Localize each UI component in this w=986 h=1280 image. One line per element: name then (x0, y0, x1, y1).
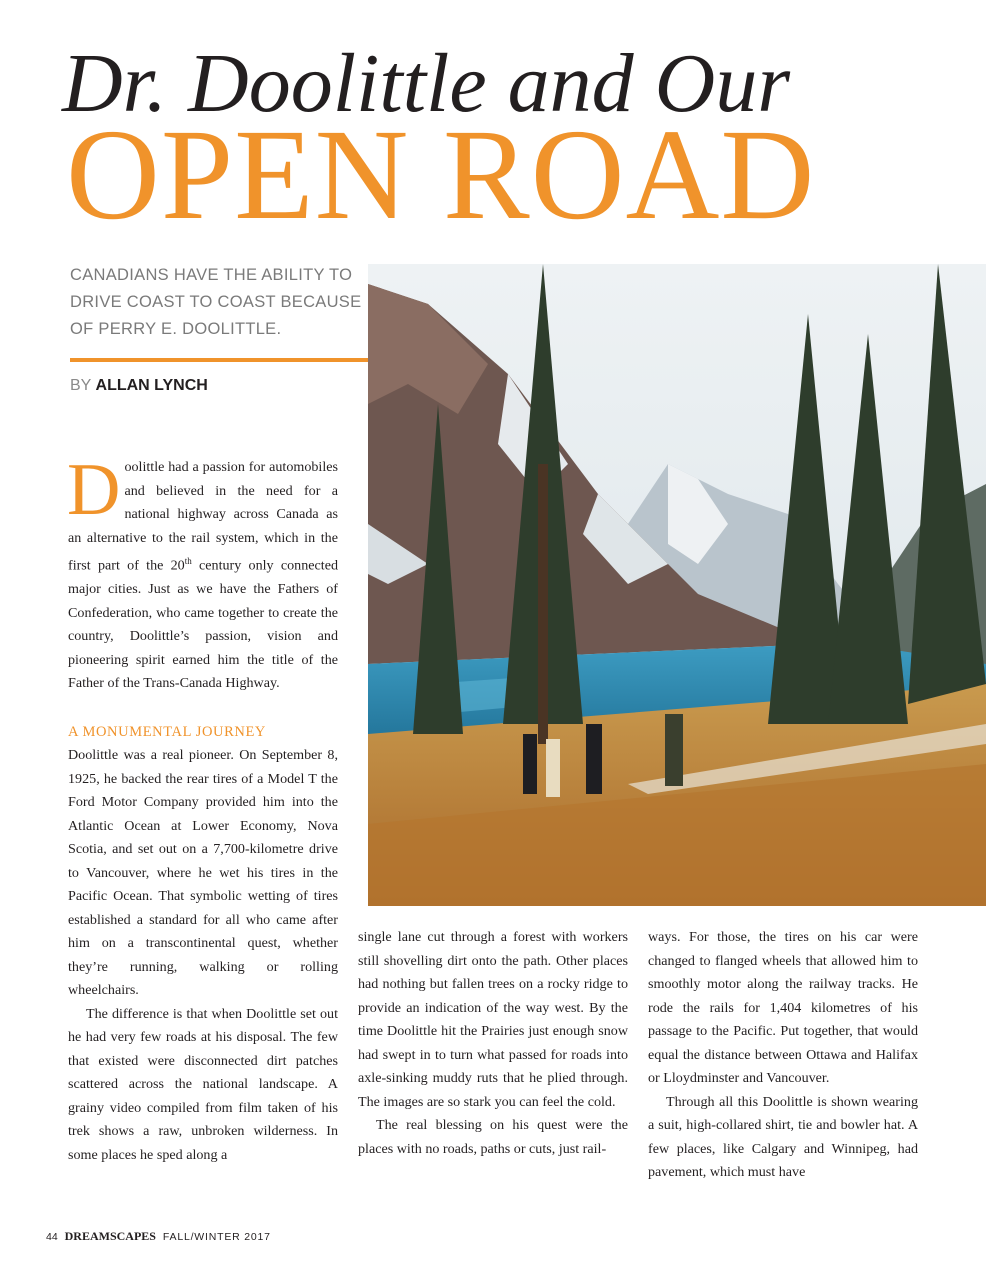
deck-line: CANADIANS HAVE THE ABILITY TO (70, 266, 353, 284)
landscape-photo-icon (368, 264, 986, 906)
byline-prefix: BY (70, 377, 92, 394)
article-column-1 (67, 449, 338, 1167)
intro-text-end: century only connected major cities. Just as we have the Fathers of Confederation, who came together to create the country, Doolittle’s passion, vision and pioneering spirit earned him the title of the Father of the Trans-Canada Highway. (68, 557, 338, 692)
article-column-3 (648, 926, 918, 1185)
byline (70, 377, 208, 395)
accent-rule (70, 358, 368, 362)
drop-cap: D (67, 449, 121, 531)
body-paragraph: Doolittle was a real pioneer. On September 8, 1925, he backed the rear tires of a Model T the Ford Motor Company provided him into the Atlantic Ocean at Lower Economy, Nova Scotia, and set out on a 7,700-kilometre drive to Vancouver, where he wet his tires in the Pacific Ocean. That symbolic wetting of tires established a standard for all who came after him on a transcontinental quest, whether they’re running, walking or rolling wheelchairs. (68, 747, 338, 999)
deck (70, 262, 360, 343)
lake-hikers-photo (368, 264, 986, 906)
magazine-name: DREAMSCAPES (64, 1229, 156, 1243)
page-number: 44 (46, 1231, 58, 1243)
deck-line: OF PERRY E. DOOLITTLE. (70, 320, 282, 338)
intro-text: oolittle had a passion for automobiles and believed in the need for a national highway across Canada as an alternative to the rail system, which in the first part of the 20 (68, 459, 338, 574)
body-paragraph: The real blessing on his quest were the places with no roads, paths or cuts, just rail- (358, 1117, 628, 1157)
body-paragraph: single lane cut through a forest with workers still shovelling dirt onto the path. Other places had nothing but fallen trees on a rocky ridge to provide an indication of the way west. By the time Doolittle hit the Prairies just enough snow had swept in to turn what passed for roads into axle-sinking muddy ruts that he plied through. The images are so stark you can feel the cold. (358, 929, 628, 1110)
headline-line-2: OPEN ROAD (66, 103, 816, 247)
article-column-2 (358, 926, 628, 1161)
issue-label: FALL/WINTER 2017 (162, 1231, 271, 1243)
body-paragraph: The difference is that when Doolittle set out he had very few roads at his disposal. The few that existed were disconnected dirt patches scattered across the national landscape. A grainy video compiled from film taken of his trek shows a raw, unbroken wilderness. In some places he sped along a (68, 1005, 338, 1163)
intro-paragraph (67, 449, 338, 696)
headline-line-1: Dr. Doolittle and Our (62, 37, 791, 130)
byline-author: ALLAN LYNCH (95, 377, 208, 394)
body-paragraph: ways. For those, the tires on his car were changed to flanged wheels that allowed him to smoothly motor along the railway tracks. He rode the rails for 1,404 kilometres of his passage to the Pacific. Put together, that would equal the distance between Ottawa and Halifax or Lloydminster and Vancouver. (648, 929, 918, 1086)
deck-line: DRIVE COAST TO COAST BECAUSE (70, 293, 362, 311)
ordinal-suffix: th (184, 556, 192, 566)
page-footer (46, 1229, 271, 1244)
body-paragraph: Through all this Doolittle is shown wearing a suit, high-collared shirt, tie and bowler hat. A few places, like Calgary and Winnipeg, had pavement, which must have (648, 1093, 918, 1180)
section-subhead: A MONUMENTAL JOURNEY (68, 723, 266, 740)
